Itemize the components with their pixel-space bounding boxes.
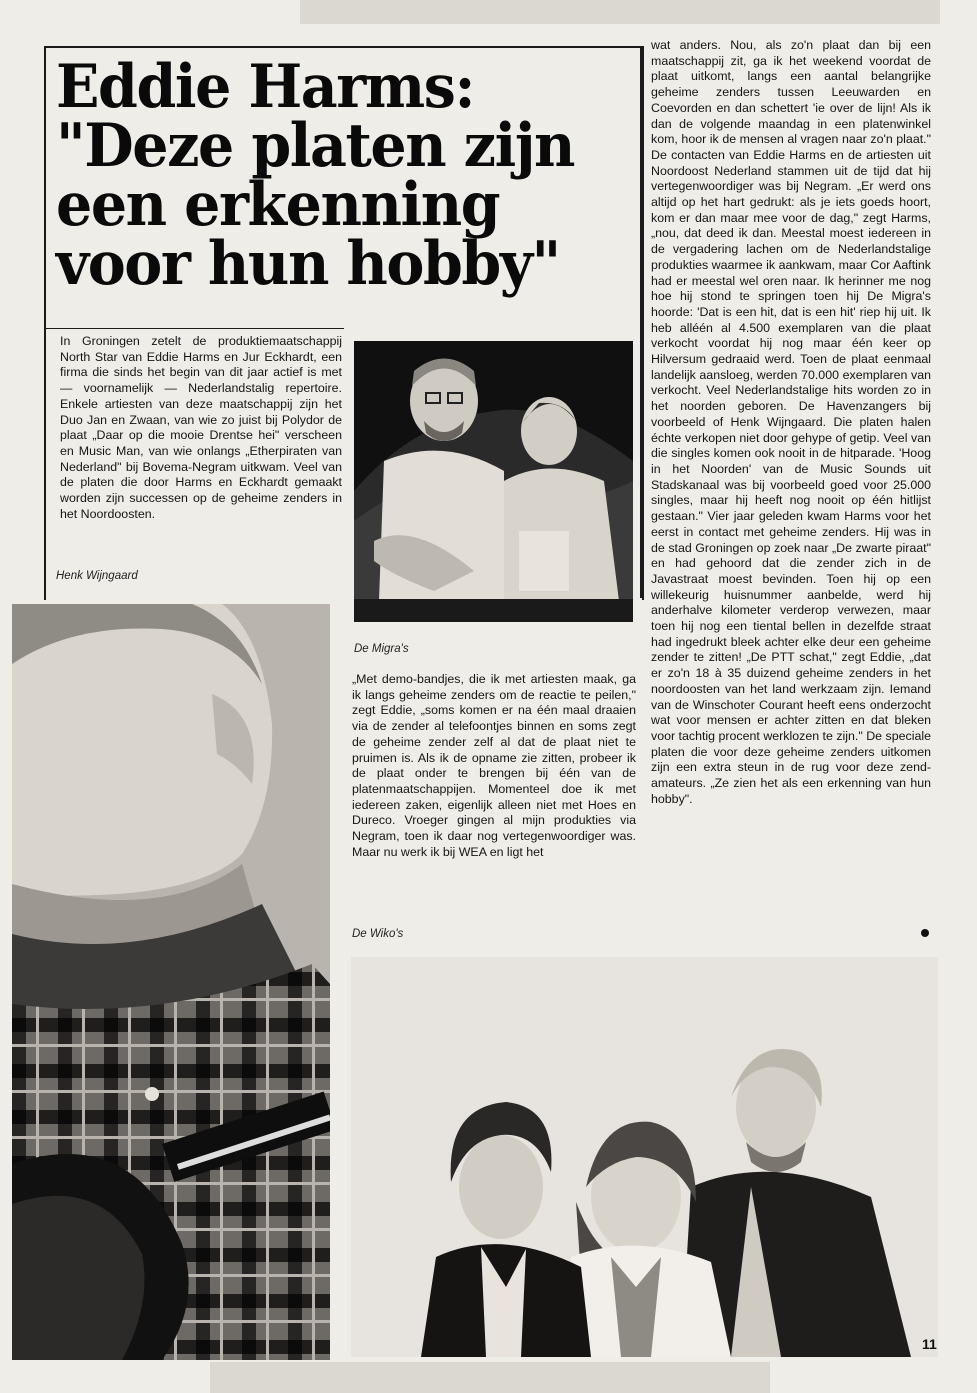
middle-column-text: „Met demo-bandjes, die ik met artiesten maak, ga ik langs geheime zenders om de reactie te peilen," zegt Eddie, „soms komen er na één maal draaien via de zender al telefoontjes binnen en soms zegt de geheime zender zelf al dat de plaat niet te pruimen is. Als ik de opname zie zitten, probeer ik de plaat onder te brengen bij één van de platenmaatschappijen. Momenteel doe ik met iedereen zaken, eigenlijk alleen niet met Hoes en Dureco. Vroeger gingen al mijn produkties via Negram, toen ik daar nog vertegenwoordiger was. Maar nu werk ik bij WEA en ligt het <box>352 672 636 859</box>
intro-rule <box>44 328 344 329</box>
tape-strip-top <box>300 0 940 24</box>
photo-eddie-harms-guitar <box>12 604 330 1360</box>
photo-de-wikos <box>351 957 938 1357</box>
photo-de-migras <box>354 341 633 622</box>
headline: Eddie Harms: "Deze platen zijn een erkenning voor hun hobby" <box>56 52 575 299</box>
end-of-article-mark <box>921 929 929 937</box>
right-column-text: wat anders. Nou, als zo'n plaat dan bij een maatschappij zit, ga ik het weekend voordat de plaat uitkomt, langs een aantal belangrijke geheime zenders tussen Leeuwarden en Coevorden en dan schettert 'ie over de lijn! Als ik dan de volgende maandag in een platenwinkel kom, hoor ik de mensen al vragen naar zo'n plaat." De contacten van Eddie Harms en de artiesten uit Noordoost Nederland stammen uit de tijd dat hij vertegenwoordiger was bij Negram. „Er werd ons altijd op het hart gedrukt: als je iets goeds hoort, kom er dan maar mee voor de dag," zegt Harms, „nou, dat deed ik dan. Meestal moest iedereen in de vergadering lachen om de Nederlandstalige produkties waarmee ik aankwam, maar Cor Aaftink had er meestal wel oren naar. Ik herinner me nog hoe hij stond te springen toen hij De Migra's hoorde: 'Dat is een hit, dat is een hit' riep hij uit. Ik heb alléén al 4.500 exemplaren van die plaat verkocht voordat hij nog maar één keer op Hilversum gedraaid werd. Toen de plaat eenmaal landelijk aansloeg, werden 70.000 exemplaren van verkocht. Veel Nederlandstalige hits worden zo in het noorden geboren. De Havenzangers bij voorbeeld of Henk Wijngaard. Die platen halen échte verkopen niet door gehype of getip. Veel van die singles komen ook nooit in de hitparade. 'Hoog in het Noorden' van de Music Sounds uit Stadskanaal was bij voorbeeld goed voor 25.000 singles, maar hij heeft nog nooit op één hitlijst gestaan." Vier jaar geleden kwam Harms voor het eerst in contact met geheime zenders. Hij was in de stad Groningen op zoek naar „De zwarte piraat" en had gehoord dat die zender zich in de Javastraat moest bevinden. Toen hij op een willekeurig huisnummer aanbelde, werd hij anderhalve kilometer verderop verwezen, maar toen hij nog een tiental bellen in dezelfde straat had ingedrukt bleek achter elke deur een geheime zender te zitten! „De PTT schat," zegt Eddie, „dat er zo'n 18 à 35 duizend geheime zenders in het noordoosten van het land werkzaam zijn. Iemand van de Winschoter Courant heeft eens onderzocht wat voor mensen er achter zitten en dat bleken voor tachtig procent werklozen te zijn." De speciale platen die voor deze geheime zenders uitkomen zijn een extra steun in de rug voor deze zend-amateurs. „Ze zien het als een erkenning van hun hobby". <box>651 38 931 806</box>
caption-de-wikos: De Wiko's <box>352 928 404 940</box>
intro-text: In Groningen zetelt de produktiemaatschappij North Star van Eddie Harms en Jur Eckhardt, een firma die sinds het begin van dit jaar actief is met — voornamelijk — Nederlandstalig repertoire. Enkele artiesten van deze maatschappij zijn het Duo Jan en Zwaan, van wie zo juist bij Polydor de plaat „Daar op die mooie Drentse hei" verscheen en Music Man, van wie onlangs „Etherpiraten van Nederland" bij Bovema-Negram uitkwam. Veel van de platen die door Harms en Eckhardt gemaakt worden zijn successen op de geheime zenders in het Noordoosten. <box>60 334 342 521</box>
page-number: 11 <box>922 1336 937 1352</box>
column-rule <box>640 46 642 598</box>
tape-strip-bottom <box>210 1362 770 1393</box>
author-credit: Henk Wijngaard <box>56 570 138 582</box>
caption-de-migras: De Migra's <box>354 643 409 655</box>
